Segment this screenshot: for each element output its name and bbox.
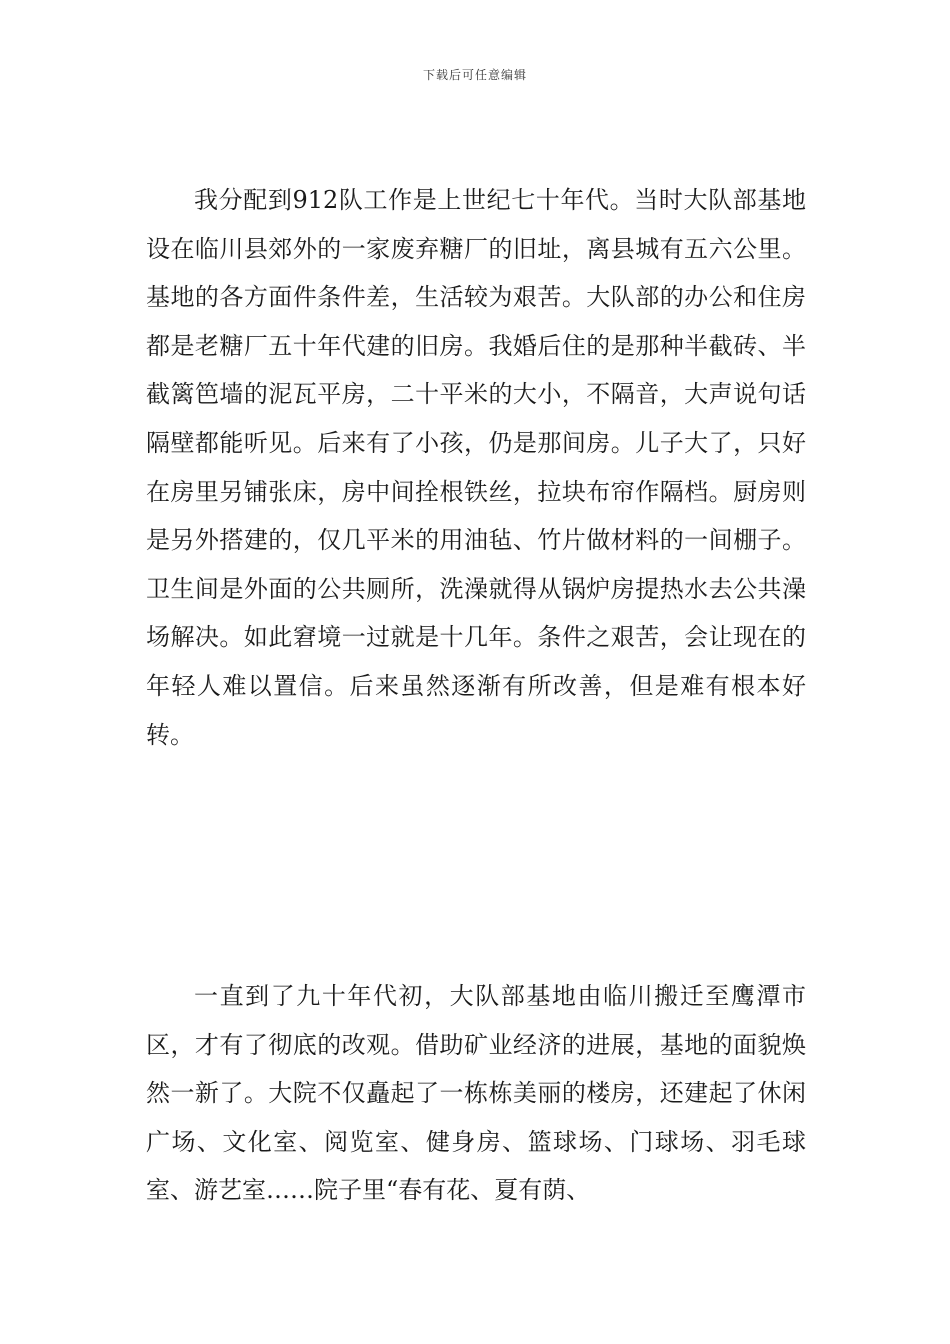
body-paragraph-1: 我分配到912队工作是上世纪七十年代。当时大队部基地设在临川县郊外的一家废弃糖厂的旧址，离县城有五六公里。基地的各方面件条件差，生活较为艰苦。大队部的办公和住房都是老糖厂五十年代建的旧房。我婚后住的是那种半截砖、半截篱笆墙的泥瓦平房，二十平米的大小，不隔音，大声说句话隔壁都能听见。后来有了小孩，仍是那间房。儿子大了，只好在房里另铺张床，房中间拴根铁丝，拉块布帘作隔档。厨房则是另外搭建的，仅几平米的用油毡、竹片做材料的一间棚子。卫生间是外面的公共厕所，洗澡就得从锅炉房提热水去公共澡场解决。如此窘境一过就是十几年。条件之艰苦，会让现在的年轻人难以置信。后来虽然逐渐有所改善，但是难有根本好转。 — [146, 186, 806, 749]
body-paragraph-2: 一直到了九十年代初，大队部基地由临川搬迁至鹰潭市区，才有了彻底的改观。借助矿业经济的进展，基地的面貌焕然一新了。大院不仅矗起了一栋栋美丽的楼房，还建起了休闲广场、文化室、阅览室、健身房、篮球场、门球场、羽毛球室、游艺室……院子里“春有花、夏有荫、 — [146, 982, 806, 1205]
page-header: 下载后可任意编辑 — [422, 68, 527, 82]
